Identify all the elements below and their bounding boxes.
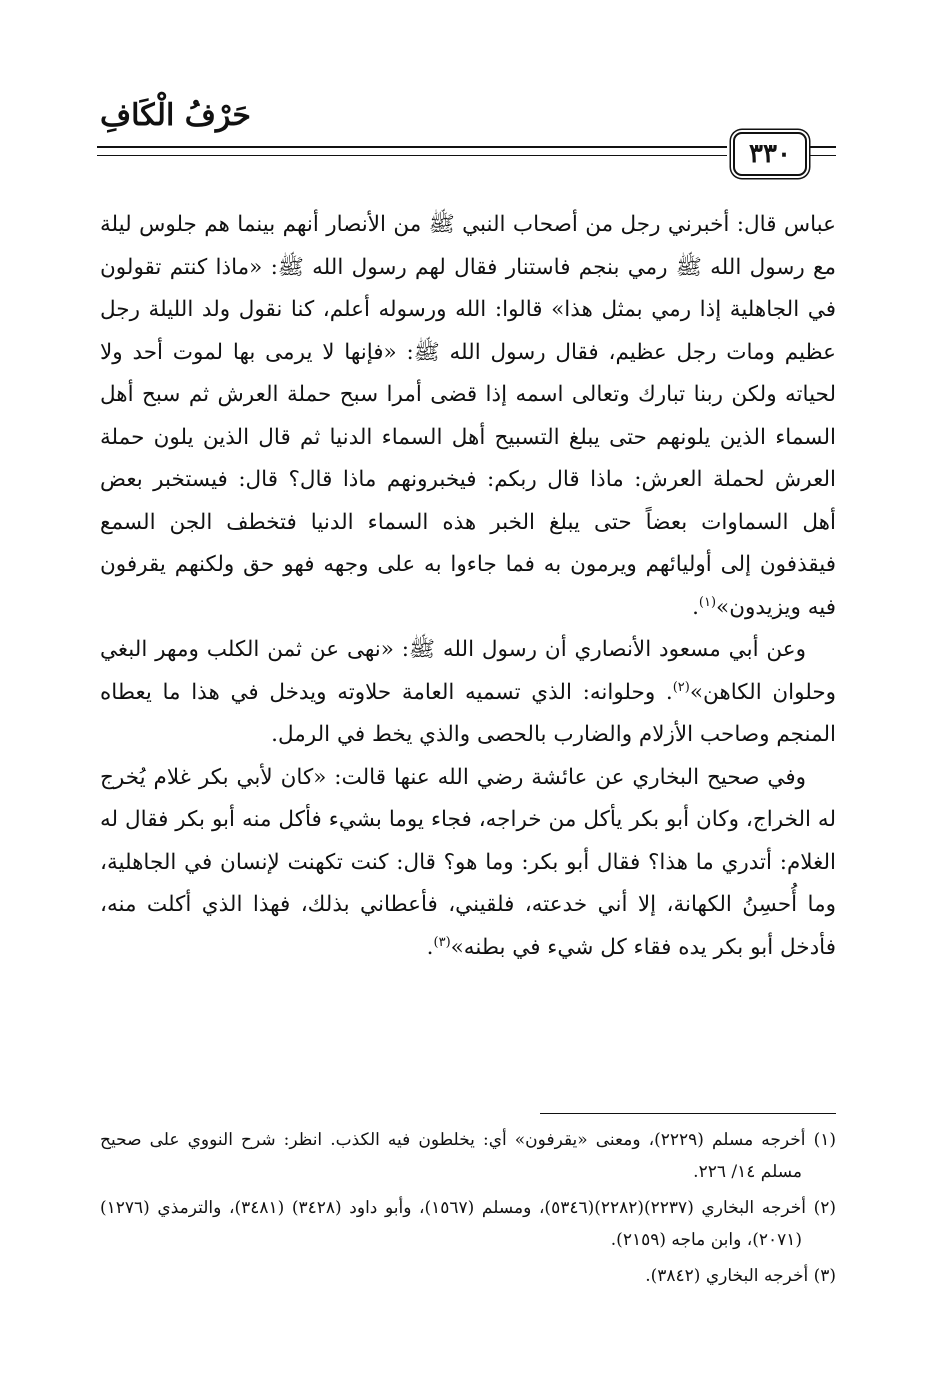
footnote-ref[interactable]: (٢) (672, 679, 690, 695)
paragraph: وفي صحيح البخاري عن عائشة رضي الله عنها قالت: «كان لأبي بكر غلام يُخرج له الخراج، وكان أبو بكر يأكل من خراجه، فجاء يوما بشيء فأكل منه أبو بكر فقال له الغلام: أتدري ما هذا؟ فقال أبو بكر: وما هو؟ قال: كنت تكهنت لإنسان في الجاهلية، وما أُحسِنُ الكهانة، إلا أني خدعته، فلقيني، فأعطاني بذلك، فهذا الذي أكلت منه، فأدخل أبو بكر يده فقاء كل شيء في بطنه»$^{(٣)}$. (100, 764, 836, 960)
footnote: (٣) أخرجه البخاري (٣٨٤٢). (645, 1266, 836, 1286)
footnote-separator (540, 1113, 836, 1114)
footnotes (100, 1124, 836, 1296)
footnote: (١) أخرجه مسلم (٢٢٢٩)، ومعنى «يقرفون» أي: يخلطون فيه الكذب. انظر: شرح النووي على صحيح مسلم ١٤/ ٢٢٦. (100, 1130, 836, 1182)
footnote: (٢) أخرجه البخاري (٢٢٣٧)(٢٢٨٢)(٥٣٤٦)، ومسلم (١٥٦٧)، وأبو داود (٣٤٢٨) (٣٤٨١)، والترمذي (١٢٧٦) (٢٠٧١)، وابن ماجه (٢١٥٩). (100, 1198, 836, 1250)
footnote-ref[interactable]: (٣) (433, 934, 451, 950)
page-number: ٣٣٠ (733, 132, 807, 176)
header-rule-short (810, 146, 836, 156)
paragraph: عباس قال: أخبرني رجل من أصحاب النبي ﷺ من الأنصار أنهم بينما هم جلوس ليلة مع رسول الله ﷺ رمي بنجم فاستنار فقال لهم رسول الله ﷺ: «ماذا كنتم تقولون في الجاهلية إذا رمي بمثل هذا» قالوا: الله ورسوله أعلم، كنا نقول ولد الليلة رجل عظيم ومات رجل عظيم، فقال رسول الله ﷺ: «فإنها لا يرمى بها لموت أحد ولا لحياته ولكن ربنا تبارك وتعالى اسمه إذا قضى أمرا سبح حملة العرش ثم سبح أهل السماء الذين يلونهم حتى يبلغ التسبيح أهل السماء الدنيا ثم قال الذين يلون حملة العرش لحملة العرش: ماذا قال ربكم: فيخبرونهم ماذا قال؟ قال: فيستخبر بعض أهل السماوات بعضاً حتى يبلغ الخبر هذه السماء الدنيا فتخطف الجن السمع فيقذفون إلى أوليائهم ويرمون به فما جاءوا به على وجهه فهو حق ولكنهم يقرفون فيه ويزيدون»$^{(١)}$. (100, 212, 836, 620)
footnote-ref[interactable]: (١) (698, 594, 717, 610)
main-text (100, 204, 836, 969)
header-rule (97, 146, 727, 156)
paragraph: وعن أبي مسعود الأنصاري أن رسول الله ﷺ: «نهى عن ثمن الكلب ومهر البغي وحلوان الكاهن»$^{(٢)}$. وحلوانه: الذي تسميه العامة حلاوته ويدخل في هذا ما يعطاه المنجم وصاحب الأزلام والضارب بالحصى والذي يخط في الرمل. (100, 637, 836, 747)
chapter-title: حَرْفُ الْكَافِ (100, 98, 251, 133)
